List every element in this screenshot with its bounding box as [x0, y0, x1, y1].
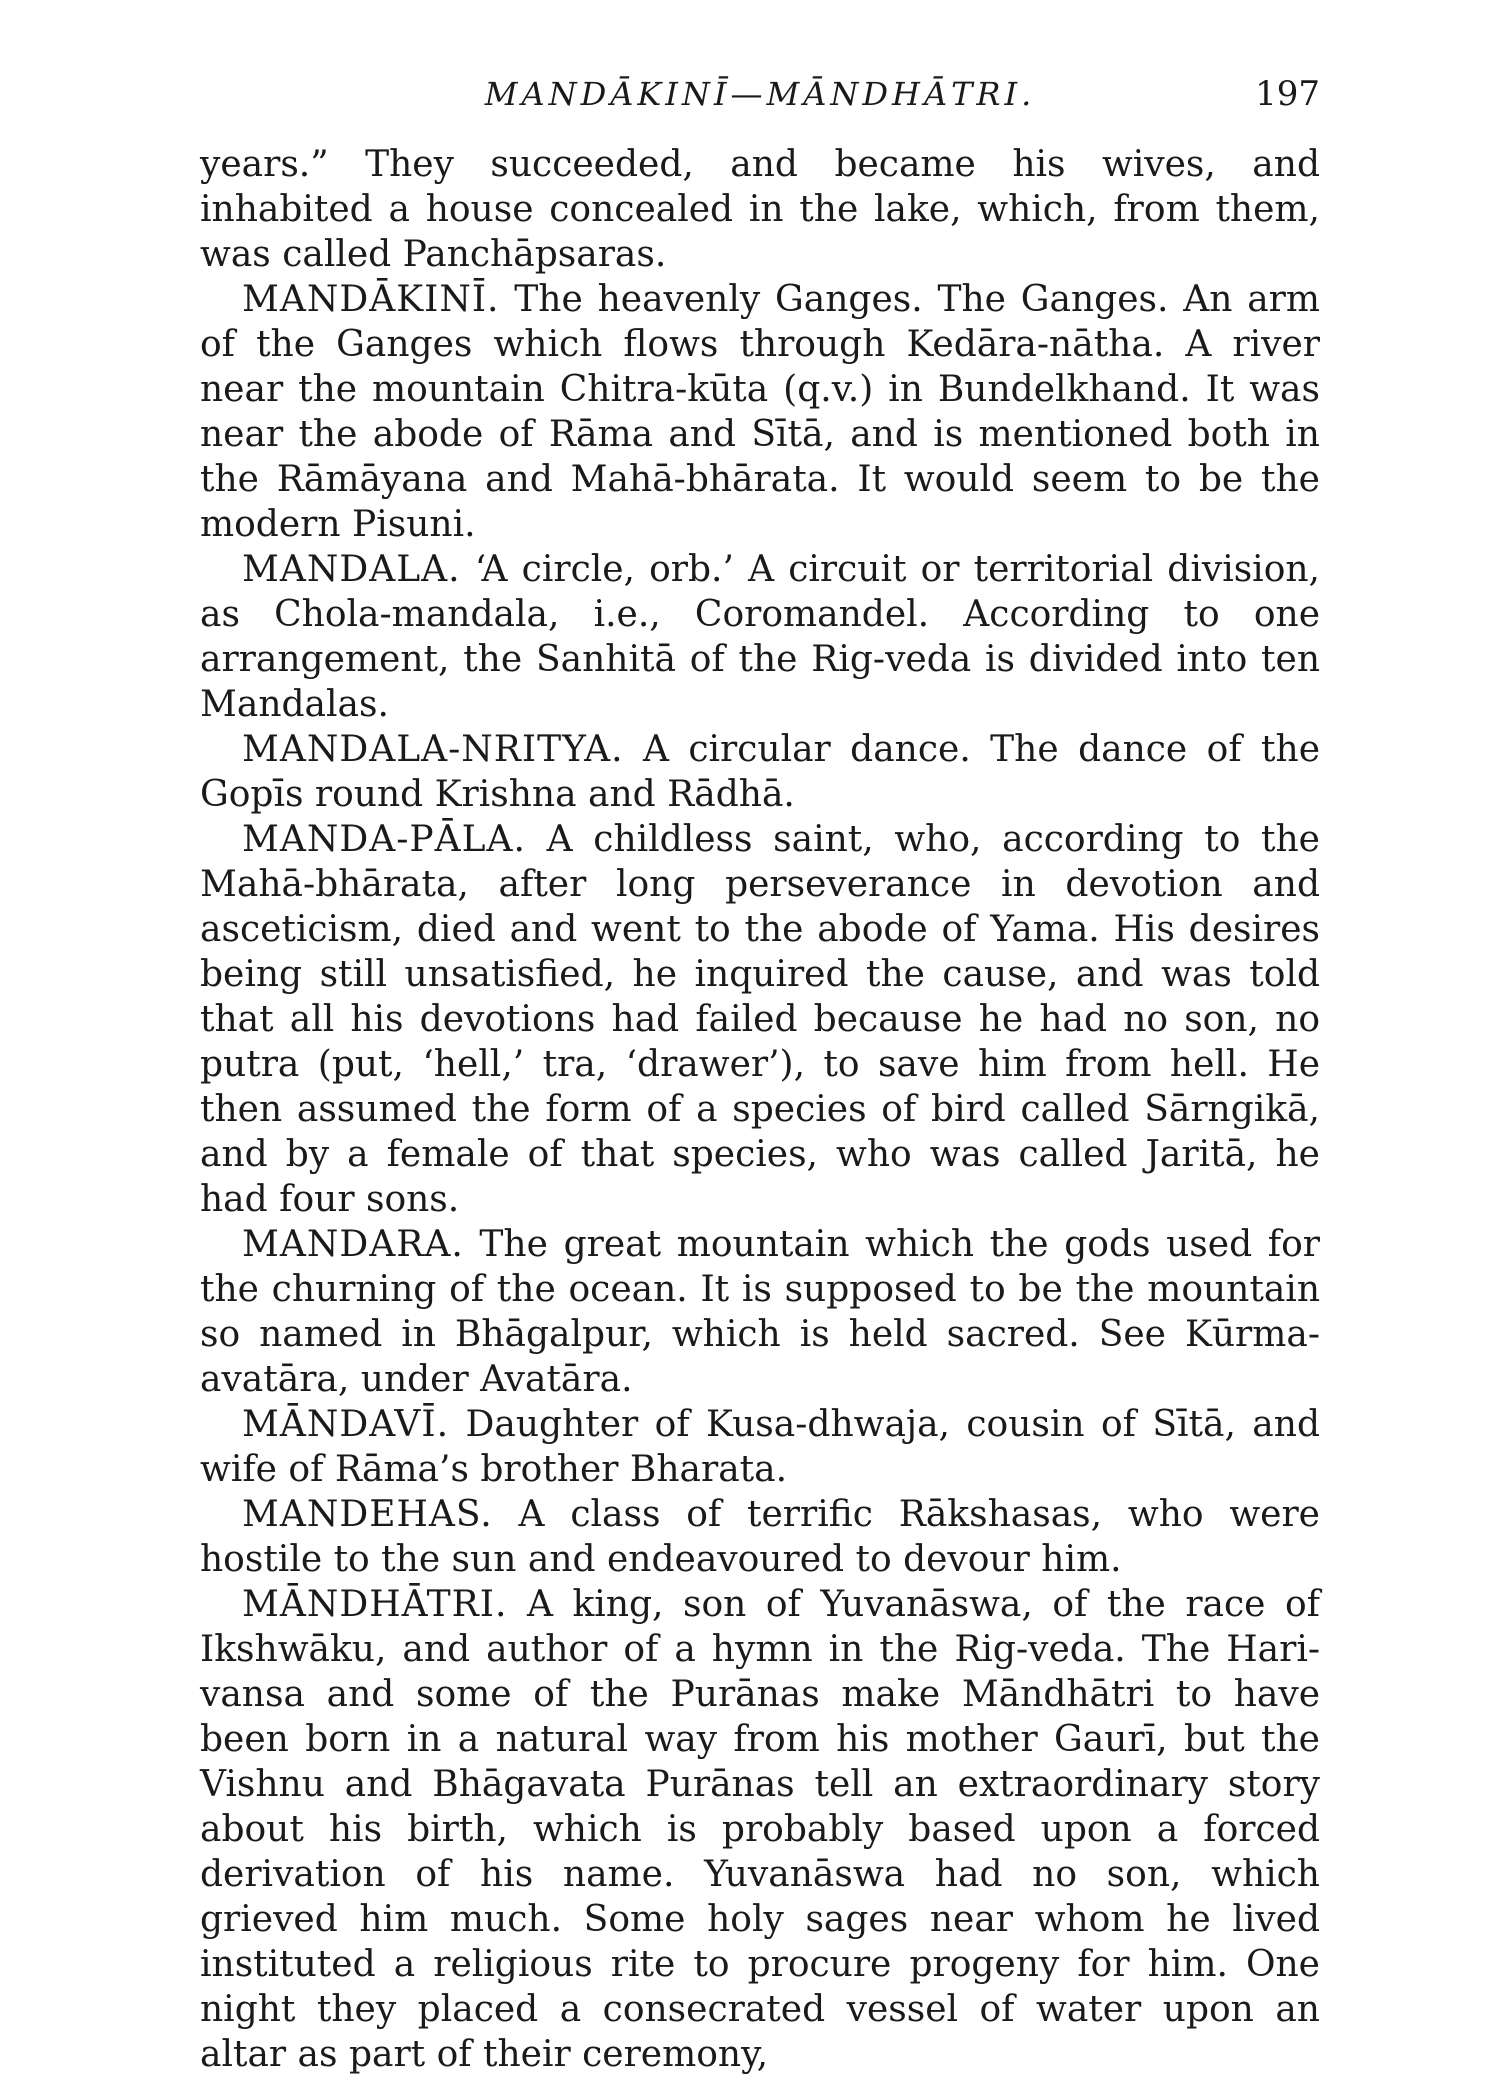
entry-mandavi	[200, 1402, 1320, 1492]
entry-text: A circular dance. The dance of the Gopīs round Krishna and Rādhā.	[200, 729, 1320, 815]
entry-text: years.” They succeeded, and became his wives, and inhabited a house concealed in the lake, which, from them, was called Panchāpsaras.	[200, 144, 1320, 275]
entry-mandala-nritya	[200, 727, 1320, 817]
entry-continuation	[200, 142, 1320, 277]
entry-text: Daughter of Kusa-dhwaja, cousin of Sītā, and wife of Rāma’s brother Bharata.	[200, 1404, 1320, 1490]
page-number: 197	[1255, 74, 1320, 114]
entry-mandala	[200, 547, 1320, 727]
headword: MĀNDHĀTRI.	[242, 1584, 508, 1625]
entry-text: The great mountain which the gods used for the churning of the ocean. It is supposed to be the mountain so named in Bhāgalpur, which is held sacred. See Kūrma-avatāra, under Avatāra.	[200, 1224, 1320, 1400]
dictionary-page	[200, 70, 1320, 2077]
headword: MANDEHAS.	[242, 1494, 493, 1535]
headword: MĀNDAVĪ.	[242, 1404, 450, 1445]
running-title: MANDĀKINĪ—MĀNDHĀTRI.	[484, 75, 1036, 113]
headword: MANDALA-NRITYA.	[242, 729, 624, 770]
headword: MANDARA.	[242, 1224, 464, 1265]
entry-text: A king, son of Yuvanāswa, of the race of Ikshwāku, and author of a hymn in the Rig-veda. The Hari-vansa and some of the Purānas make Māndhātri to have been born in a natural way from his mother Gaurī, but the Vishnu and Bhāgavata Purānas tell an extraordinary story about his birth, which is probably based upon a forced derivation of his name. Yuvanāswa had no son, which grieved him much. Some holy sages near whom he lived instituted a religious rite to procure progeny for him. One night they placed a consecrated vessel of water upon an altar as part of their ceremony,	[200, 1584, 1321, 2075]
entry-text: The heavenly Ganges. The Ganges. An arm of the Ganges which flows through Kedāra-nātha. A river near the mountain Chitra-kūta (q.v.) in Bundelkhand. It was near the abode of Rāma and Sītā, and is mentioned both in the Rāmāyana and Mahā-bhārata. It would seem to be the modern Pisuni.	[200, 279, 1320, 545]
running-head	[200, 70, 1320, 118]
entry-text: ‘A circle, orb.’ A circuit or territorial division, as Chola-mandala, i.e., Coromandel. According to one arrangement, the Sanhitā of the Rig-veda is divided into ten Mandalas.	[200, 549, 1320, 725]
entry-mandehas	[200, 1492, 1320, 1582]
entry-text: A class of terrific Rākshasas, who were hostile to the sun and endeavoured to devour him.	[200, 1494, 1320, 1580]
entry-mandhatri	[200, 1582, 1320, 2077]
entry-text: A childless saint, who, according to the Mahā-bhārata, after long perseverance in devotion and asceticism, died and went to the abode of Yama. His desires being still unsatisfied, he inquired the cause, and was told that all his devotions had failed because he had no son, no putra (put, ‘hell,’ tra, ‘drawer’), to save him from hell. He then assumed the form of a species of bird called Sārngikā, and by a female of that species, who was called Jaritā, he had four sons.	[200, 819, 1320, 1220]
entry-mandakini	[200, 277, 1320, 547]
entry-manda-pala	[200, 817, 1320, 1222]
headword: MANDA-PĀLA.	[242, 819, 526, 860]
headword: MANDALA.	[242, 549, 461, 590]
headword: MANDĀKINĪ.	[242, 279, 500, 320]
entry-mandara	[200, 1222, 1320, 1402]
